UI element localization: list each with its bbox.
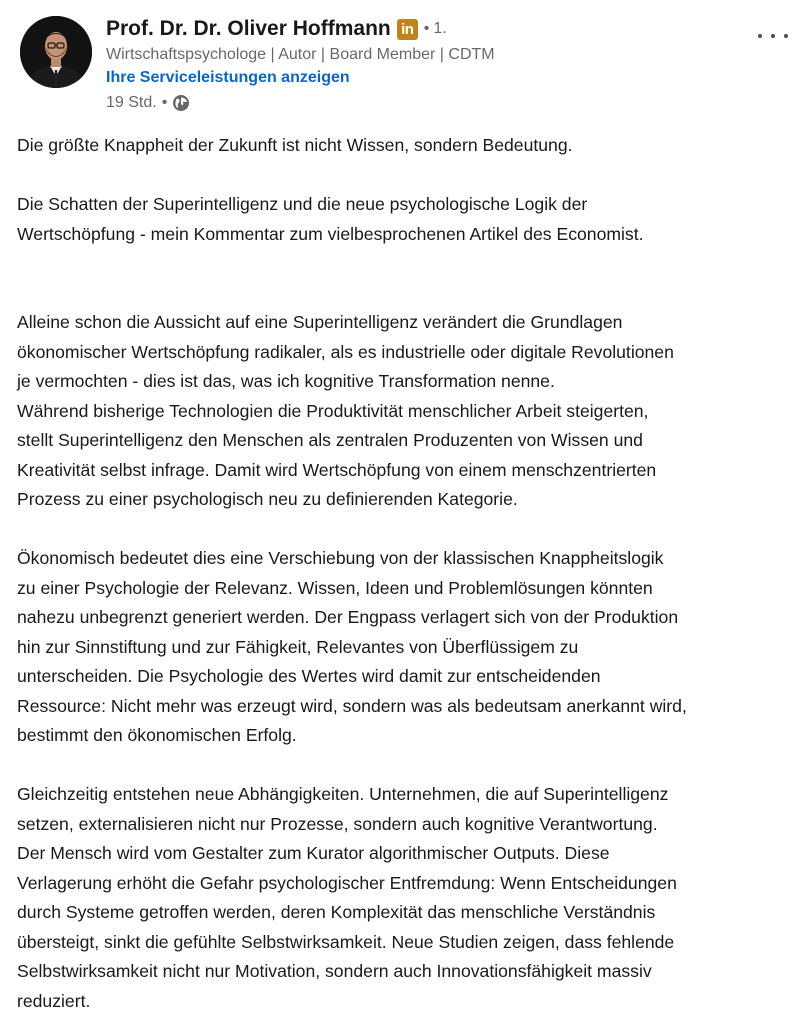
more-options-icon[interactable] bbox=[758, 26, 788, 46]
post-line: setzen, externalisieren nicht nur Prozesse, sondern auch kognitive Verantwortung. bbox=[17, 813, 658, 834]
avatar[interactable] bbox=[20, 16, 92, 88]
separator-dot: • bbox=[161, 94, 168, 111]
post-line: Gleichzeitig entstehen neue Abhängigkeiten. Unternehmen, die auf Superintelligenz bbox=[17, 784, 669, 804]
post-timestamp-row bbox=[106, 90, 726, 116]
linkedin-premium-icon: in bbox=[397, 19, 418, 40]
post-line: zu einer Psychologie der Relevanz. Wissen, Ideen und Problemlösungen könnten bbox=[17, 577, 653, 598]
post-line: stellt Superintelligenz den Menschen als zentralen Produzenten von Wissen und bbox=[17, 430, 643, 450]
post-line: Ökonomisch bedeutet dies eine Verschiebung von der klassischen Knappheitslogik bbox=[17, 548, 664, 568]
post-line: Verlagerung erhöht die Gefahr psychologischer Entfremdung: Wenn Entscheidungen bbox=[17, 872, 677, 893]
post-line: reduziert. bbox=[17, 990, 91, 1011]
post-line: durch Systeme getroffen werden, deren Komplexität das menschliche Verständnis bbox=[17, 902, 656, 922]
post-line: Die Schatten der Superintelligenz und die neue psychologische Logik der bbox=[17, 194, 588, 214]
post-line: je vermochten - dies ist das, was ich kognitive Transformation nenne. bbox=[17, 371, 555, 391]
post-line: Alleine schon die Aussicht auf eine Superintelligenz verändert die Grundlagen bbox=[17, 312, 623, 332]
post-line: Selbstwirksamkeit nicht nur Motivation, sondern auch Innovationsfähigkeit massiv bbox=[17, 961, 652, 981]
connection-degree: 1. bbox=[433, 20, 447, 37]
post-line: Während bisherige Technologien die Produktivität menschlicher Arbeit steigerten, bbox=[17, 400, 649, 421]
post-line: übersteigt, sinkt die gefühlte Selbstwirksamkeit. Neue Studien zeigen, dass fehlende bbox=[17, 931, 675, 952]
author-headline: Wirtschaftspsychologe | Autor | Board Member | CDTM bbox=[106, 46, 495, 63]
post-line: unterscheiden. Die Psychologie des Wertes wird damit zur entscheidenden bbox=[17, 666, 601, 686]
post-line: Ressource: Nicht mehr was erzeugt wird, sondern was als bedeutsam anerkannt wird, bbox=[17, 695, 687, 716]
post-line: Prozess zu einer psychologisch neu zu definierenden Kategorie. bbox=[17, 489, 518, 509]
post-line: Kreativität selbst infrage. Damit wird Wertschöpfung von einem menschzentrierten bbox=[17, 459, 657, 480]
post-line: bestimmt den ökonomischen Erfolg. bbox=[17, 725, 297, 745]
post-line: nahezu unbegrenzt generiert werden. Der Engpass verlagert sich von der Produktion bbox=[17, 607, 679, 627]
post-header bbox=[20, 14, 790, 118]
author-name[interactable]: Prof. Dr. Dr. Oliver Hoffmann bbox=[106, 17, 391, 40]
post-line: Wertschöpfung - mein Kommentar zum vielbesprochenen Artikel des Economist. bbox=[17, 223, 644, 244]
post-line: hin zur Sinnstiftung und zur Fähigkeit, Relevantes von Überflüssigem zu bbox=[17, 636, 579, 657]
post-line: Der Mensch wird vom Gestalter zum Kurator algorithmischer Outputs. Diese bbox=[17, 843, 610, 863]
author-name-row bbox=[106, 14, 726, 44]
separator-dot: • bbox=[423, 20, 430, 37]
globe-icon bbox=[172, 94, 190, 112]
author-meta bbox=[106, 14, 726, 116]
post-time: 19 Std. bbox=[106, 94, 157, 111]
services-link[interactable]: Ihre Serviceleistungen anzeigen bbox=[106, 69, 350, 86]
post-line: ökonomischer Wertschöpfung radikaler, als es industrielle oder digitale Revolutionen bbox=[17, 341, 674, 362]
post-body bbox=[17, 131, 797, 1016]
post-line: Die größte Knappheit der Zukunft ist nicht Wissen, sondern Bedeutung. bbox=[17, 135, 573, 155]
avatar-image bbox=[20, 16, 92, 88]
